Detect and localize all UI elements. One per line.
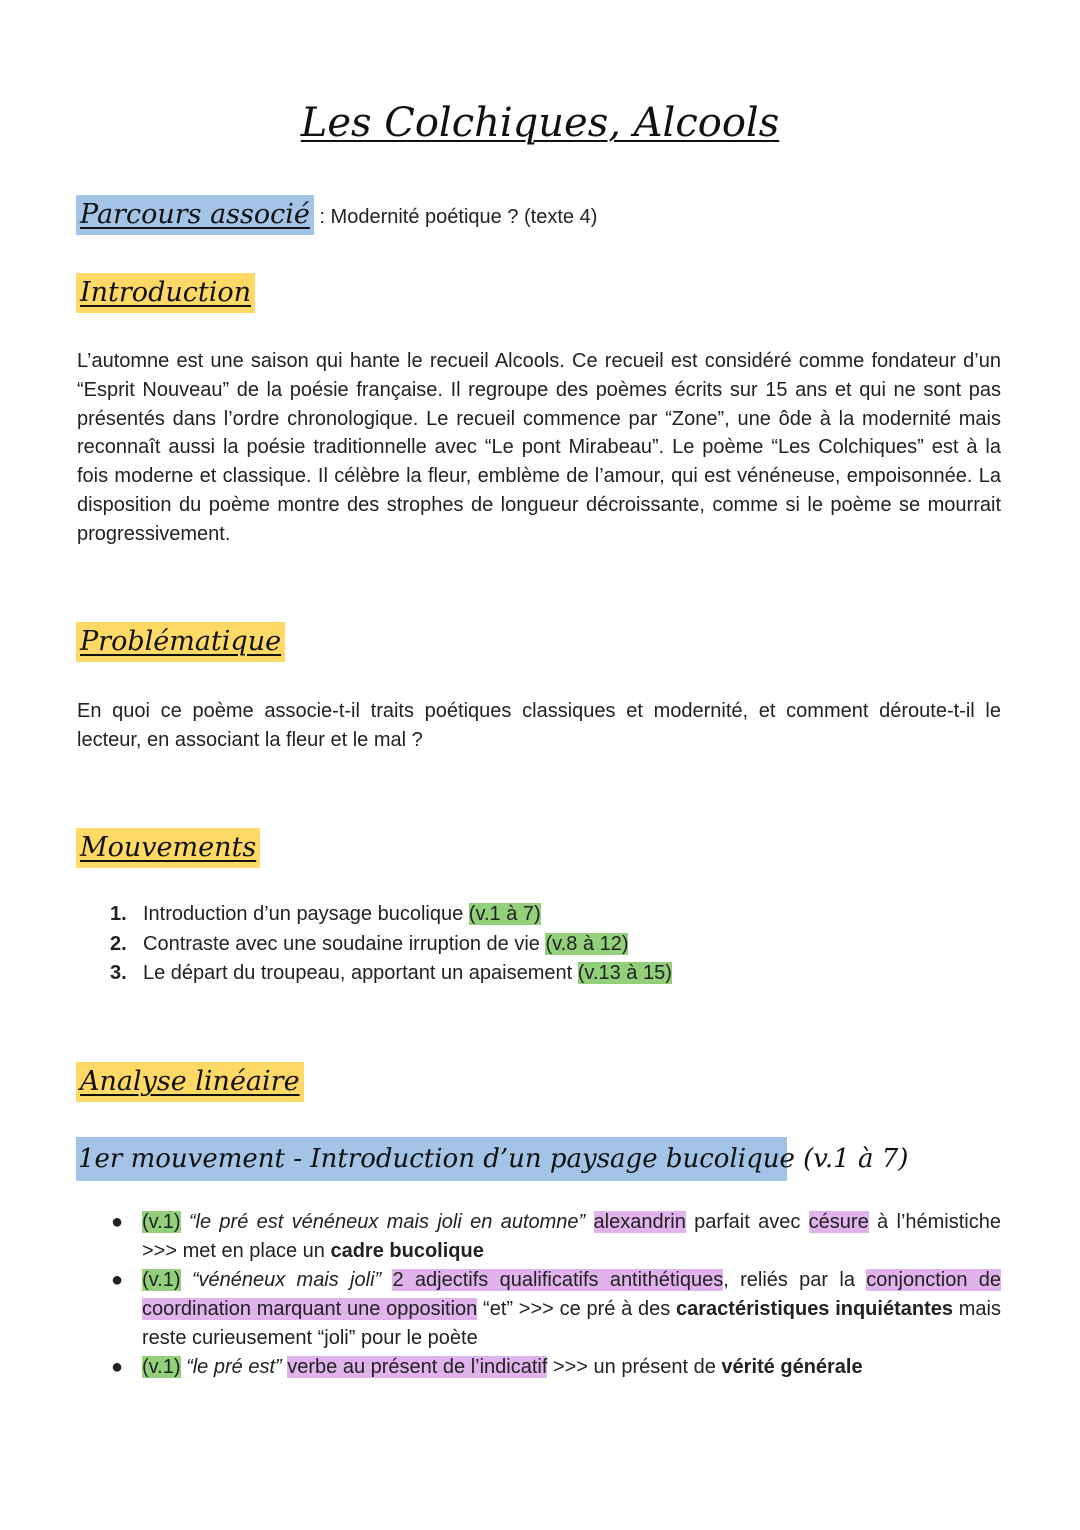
analysis-text: mais reste curieusement “joli” pour le poète [142,1298,1001,1349]
analysis-text: , reliés par la [723,1269,867,1291]
parcours-line [76,195,597,235]
analysis-text: à l’hémistiche >>> met en place un [142,1211,1001,1262]
list-item [110,1353,1001,1382]
list-item-number: 3. [110,962,127,984]
list-item [110,900,672,930]
mouvements-heading: Mouvements [76,828,260,868]
verse-reference: (v.1 à 7) [468,903,541,925]
problematique-paragraph: En quoi ce poème associe-t-il traits poétiques classiques et modernité, et comment déroute-t-il le lecteur, en associant la fleur et le mal ? [77,700,1001,751]
highlight-term: 2 adjectifs qualificatifs antithétiques [392,1269,724,1291]
introduction-paragraph: L’automne est une saison qui hante le recueil Alcools. Ce recueil est considéré comme fondateur d’un “Esprit Nouveau” de la poésie française. Il regroupe des poèmes écrits sur 15 ans et qui ne sont pas présentés dans l’ordre chronologique. Le recueil commence par “Zone”, une ôde à la modernité mais reconnaît aussi la poésie traditionnelle avec “Le pont Mirabeau”. Le poème “Les Colchiques” est à la fois moderne et classique. Il célèbre la fleur, emblème de l’amour, qui est vénéneuse, empoisonnée. La disposition du poème montre des strophes de longueur décroissante, comme si le poème se mourrait progressivement. [77,350,1001,545]
bullet-icon: ● [110,1356,124,1378]
mouvements-list [110,900,672,989]
list-item [110,1208,1001,1266]
bold-term: cadre bucolique [330,1240,484,1262]
highlight-term: verbe au présent de l’indicatif [287,1356,548,1378]
list-item-text: Introduction d’un paysage bucolique [143,903,469,925]
highlight-term: conjonction de coordination marquant une opposition [142,1269,1001,1320]
parcours-text: : Modernité poétique ? (texte 4) [313,206,598,228]
introduction-heading: Introduction [76,273,255,313]
highlight-term: césure [808,1211,869,1233]
bold-term: caractéristiques inquiétantes [676,1298,953,1320]
quote: “le pré est” [186,1356,282,1378]
verse-reference: (v.13 à 15) [577,962,672,984]
first-movement-heading: 1er mouvement - Introduction d’un paysage bucolique (v.1 à 7) [76,1137,787,1181]
list-item [110,930,672,960]
page-title: Les Colchiques, Alcools [300,100,780,146]
bold-term: vérité générale [721,1356,863,1378]
verse-reference: (v.1) [142,1269,181,1291]
verse-reference: (v.8 à 12) [545,932,629,955]
list-item-number: 1. [110,903,127,925]
bullet-icon: ● [110,1269,124,1291]
quote: “vénéneux mais joli” [191,1269,382,1291]
analysis-list [110,1208,1001,1382]
parcours-heading: Parcours associé [76,195,314,235]
bullet-icon: ● [110,1211,124,1233]
list-item-text: Le départ du troupeau, apportant un apaisement [143,962,578,984]
list-item-number: 2. [110,932,127,955]
list-item [110,1266,1001,1353]
analyse-heading: Analyse linéaire [76,1062,304,1102]
quote: “le pré est vénéneux mais joli en automne” [188,1211,586,1233]
verse-reference: (v.1) [142,1211,181,1233]
analysis-text: >>> un présent de [547,1356,722,1378]
verse-reference: (v.1) [142,1356,181,1378]
analysis-text: parfait avec [685,1211,809,1233]
analysis-text: “et” >>> ce pré à des [477,1298,677,1320]
list-item [110,959,672,989]
highlight-term: alexandrin [593,1211,686,1233]
problematique-heading: Problématique [76,622,285,662]
list-item-text: Contraste avec une soudaine irruption de vie [143,932,546,955]
